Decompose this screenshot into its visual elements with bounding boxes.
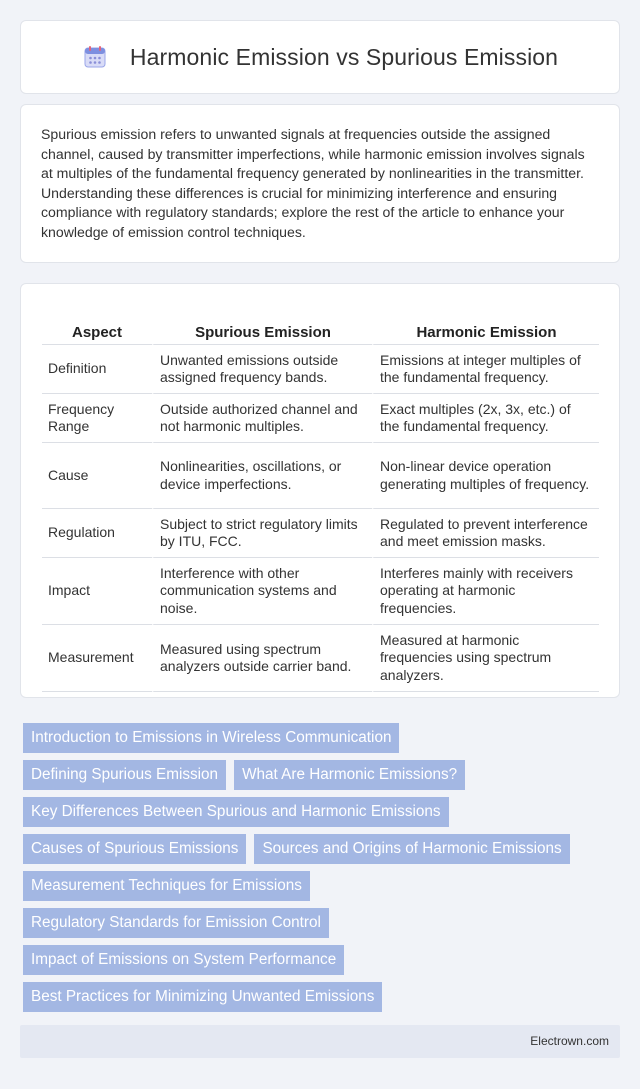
header-harmonic: Harmonic Emission xyxy=(372,302,599,345)
row-harmonic: Non-linear device operation generating multiples of frequency. xyxy=(372,443,599,509)
row-spurious: Outside authorized channel and not harmonic multiples. xyxy=(152,394,372,443)
row-aspect: Measurement xyxy=(42,625,152,692)
row-harmonic: Measured at harmonic frequencies using spectrum analyzers. xyxy=(372,625,599,692)
link-sources-harmonic[interactable]: Sources and Origins of Harmonic Emissions xyxy=(254,834,569,864)
link-row xyxy=(23,871,617,901)
link-regulatory[interactable]: Regulatory Standards for Emission Control xyxy=(23,908,329,938)
table-row xyxy=(42,625,599,692)
table-row xyxy=(42,394,599,443)
table-row xyxy=(42,443,599,509)
footer-site[interactable]: Electrown.com xyxy=(530,1034,609,1048)
link-row xyxy=(23,723,617,753)
row-harmonic: Emissions at integer multiples of the fundamental frequency. xyxy=(372,345,599,394)
footer xyxy=(20,1025,620,1058)
header-spurious: Spurious Emission xyxy=(152,302,372,345)
row-aspect: Definition xyxy=(42,345,152,394)
intro-card xyxy=(20,104,620,263)
link-row xyxy=(23,760,617,790)
link-introduction[interactable]: Introduction to Emissions in Wireless Communication xyxy=(23,723,399,753)
table-row xyxy=(42,558,599,625)
calendar-icon xyxy=(82,44,108,70)
row-spurious: Unwanted emissions outside assigned frequency bands. xyxy=(152,345,372,394)
row-harmonic: Exact multiples (2x, 3x, etc.) of the fundamental frequency. xyxy=(372,394,599,443)
link-key-differences[interactable]: Key Differences Between Spurious and Harmonic Emissions xyxy=(23,797,449,827)
link-row xyxy=(23,908,617,938)
row-spurious: Subject to strict regulatory limits by ITU, FCC. xyxy=(152,509,372,558)
row-harmonic: Interferes mainly with receivers operating at harmonic frequencies. xyxy=(372,558,599,625)
intro-text: Spurious emission refers to unwanted signals at frequencies outside the assigned channel, caused by transmitter imperfections, while harmonic emission involves signals at multiples of the fundamental frequency generated by nonlinearities in the transmitter. Understanding these differences is crucial for minimizing interference and ensuring compliance with regulatory standards; explore the rest of the article to enhance your knowledge of emission control techniques. xyxy=(41,126,585,240)
link-row xyxy=(23,834,617,864)
link-defining-spurious[interactable]: Defining Spurious Emission xyxy=(23,760,226,790)
header-aspect: Aspect xyxy=(42,302,152,345)
table-header-row xyxy=(42,302,599,345)
link-row xyxy=(23,982,617,1012)
link-causes-spurious[interactable]: Causes of Spurious Emissions xyxy=(23,834,246,864)
comparison-table-card xyxy=(20,283,620,698)
row-aspect: Frequency Range xyxy=(42,394,152,443)
link-row xyxy=(23,797,617,827)
table-row xyxy=(42,345,599,394)
page-title: Harmonic Emission vs Spurious Emission xyxy=(129,43,559,70)
link-impact[interactable]: Impact of Emissions on System Performance xyxy=(23,945,344,975)
topic-links xyxy=(23,723,617,1019)
row-spurious: Measured using spectrum analyzers outside carrier band. xyxy=(152,625,372,692)
link-harmonic-emissions[interactable]: What Are Harmonic Emissions? xyxy=(234,760,465,790)
link-measurement[interactable]: Measurement Techniques for Emissions xyxy=(23,871,310,901)
link-row xyxy=(23,945,617,975)
row-harmonic: Regulated to prevent interference and meet emission masks. xyxy=(372,509,599,558)
table-row xyxy=(42,509,599,558)
link-best-practices[interactable]: Best Practices for Minimizing Unwanted Emissions xyxy=(23,982,382,1012)
row-spurious: Nonlinearities, oscillations, or device imperfections. xyxy=(152,443,372,509)
comparison-table xyxy=(42,302,599,692)
row-aspect: Cause xyxy=(42,443,152,509)
row-aspect: Regulation xyxy=(42,509,152,558)
row-aspect: Impact xyxy=(42,558,152,625)
row-spurious: Interference with other communication systems and noise. xyxy=(152,558,372,625)
title-card xyxy=(20,20,620,94)
